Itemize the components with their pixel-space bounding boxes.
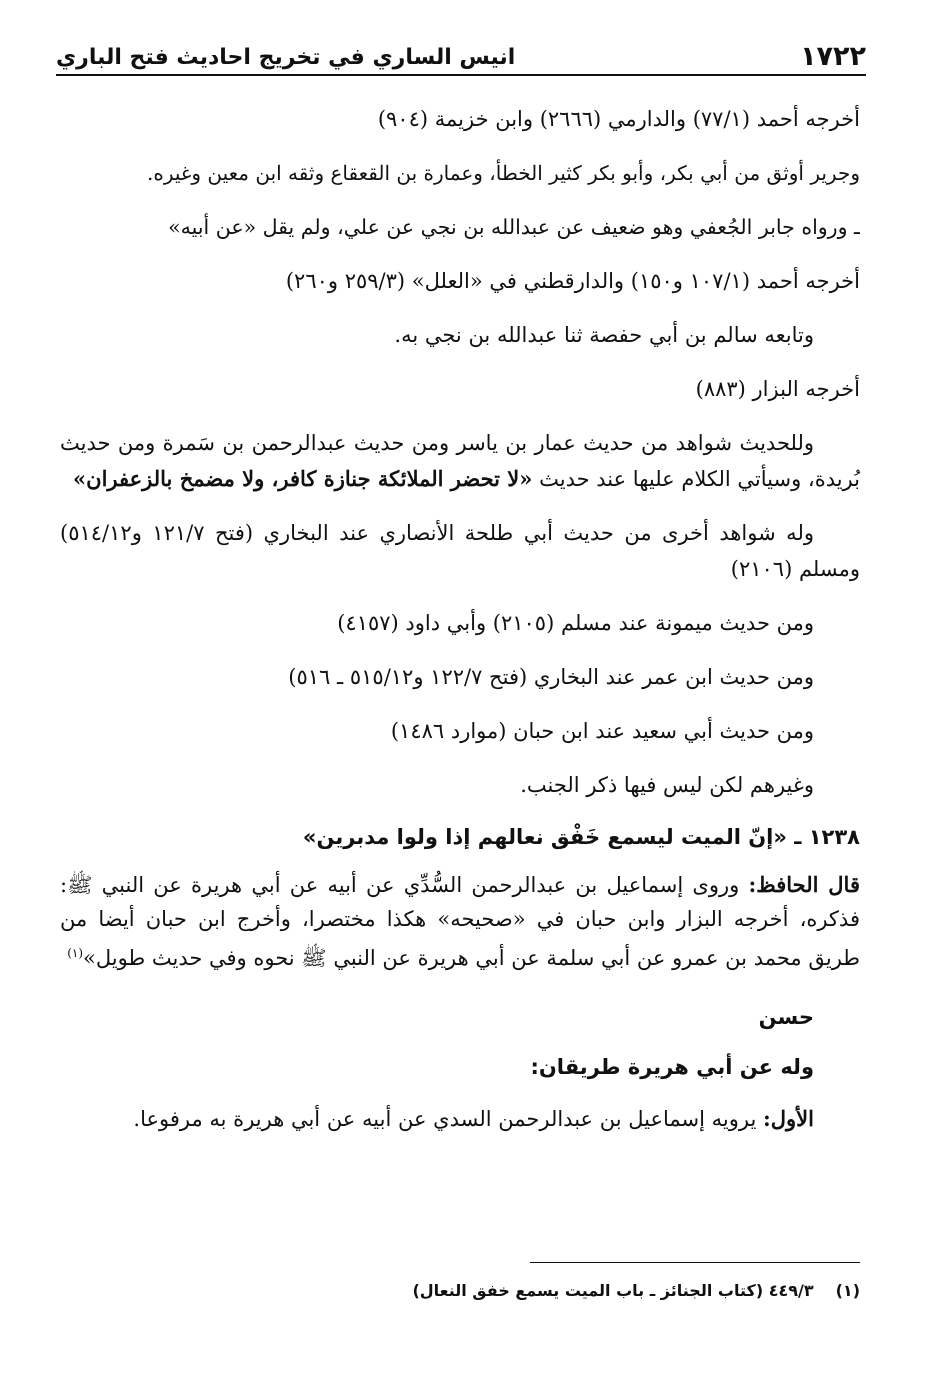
page-number: ١٧٢٢ <box>800 41 866 72</box>
text-line: ومن حديث أبي سعيد عند ابن حبان (موارد ١٤٨٦) <box>390 719 814 743</box>
hadith-quote: «لا تحضر الملائكة جنازة كافر، ولا مضمخ بالزعفران» <box>73 466 533 491</box>
book-title: انيس الساري في تخريج احاديث فتح الباري <box>56 45 516 70</box>
paragraph-witnesses <box>60 416 860 506</box>
text-line: وجرير أوثق من أبي بكر، وأبو بكر كثير الخطأ، وعمارة بن القعقاع وثقه ابن معين وغيره. <box>146 161 860 185</box>
first-text: يرويه إسماعيل بن عبدالرحمن السدي عن أبيه عن أبي هريرة به مرفوعا. <box>133 1107 764 1131</box>
footnote-marker: (١) <box>835 1281 860 1300</box>
hadith-heading: ١٢٣٨ ـ «إنّ الميت ليسمع خَفْق نعالهم إذا ولوا مدبرين» <box>302 825 860 849</box>
first-path <box>60 1092 860 1146</box>
text-line: ومن حديث ابن عمر عند البخاري (فتح ١٢٢/٧ و٥١٥/١٢ ـ ٥١٦) <box>288 665 814 689</box>
footnote-ref: (١) <box>67 946 84 960</box>
paths-heading: وله عن أبي هريرة طريقان: <box>530 1055 814 1079</box>
footnote-text: ٤٤٩/٣ (كتاب الجنائز ـ باب الميت يسمع خفق النعال) <box>412 1281 814 1300</box>
paragraph-text: وللحديث شواهد من حديث عمار بن ياسر ومن حديث عبدالرحمن بن سَمرة ومن حديث بُريدة، وسيأتي الكلام عليها عند حديث <box>60 431 860 491</box>
running-header <box>56 36 866 76</box>
text-line: ـ ورواه جابر الجُعفي وهو ضعيف عن عبدالله بن نجي عن علي، ولم يقل «عن أبيه» <box>168 215 860 239</box>
first-label: الأول: <box>763 1106 814 1131</box>
text-line: أخرجه أحمد (١٠٧/١ و١٥٠) والدارقطني في «العلل» (٢٥٩/٣ و٢٦٠) <box>285 269 860 293</box>
paragraph-other-witnesses: وله شواهد أخرى من حديث أبي طلحة الأنصاري عند البخاري (فتح ١٢١/٧ و٥١٤/١٢) ومسلم (٢١٠٦) <box>60 521 860 581</box>
main-text <box>60 92 860 1146</box>
hafiz-text: وروى إسماعيل بن عبدالرحمن السُّدِّي عن أبيه عن أبي هريرة عن النبي ﷺ: فذكره، أخرجه البزار وابن حبان في «صحيحه» هكذا مختصرا، وأخرج ابن حبان أيضا من طريق محمد بن عمرو عن أبي سلمة عن أبي هريرة عن النبي ﷺ نحوه وفي حديث طويل» <box>60 873 860 970</box>
text-line: وغيرهم لكن ليس فيها ذكر الجنب. <box>520 773 814 797</box>
footnote-rule <box>530 1262 860 1263</box>
hafiz-label: قال الحافظ: <box>748 872 860 897</box>
hafiz-paragraph <box>60 862 860 984</box>
text-line: أخرجه البزار (٨٨٣) <box>695 377 860 401</box>
grade: حسن <box>758 1005 814 1029</box>
footnote <box>60 1276 860 1306</box>
text-line: وتابعه سالم بن أبي حفصة ثنا عبدالله بن نجي به. <box>394 323 814 347</box>
text-line: ومن حديث ميمونة عند مسلم (٢١٠٥) وأبي داود (٤١٥٧) <box>337 611 814 635</box>
text-line: أخرجه أحمد (٧٧/١) والدارمي (٢٦٦٦) وابن خزيمة (٩٠٤) <box>377 107 860 131</box>
